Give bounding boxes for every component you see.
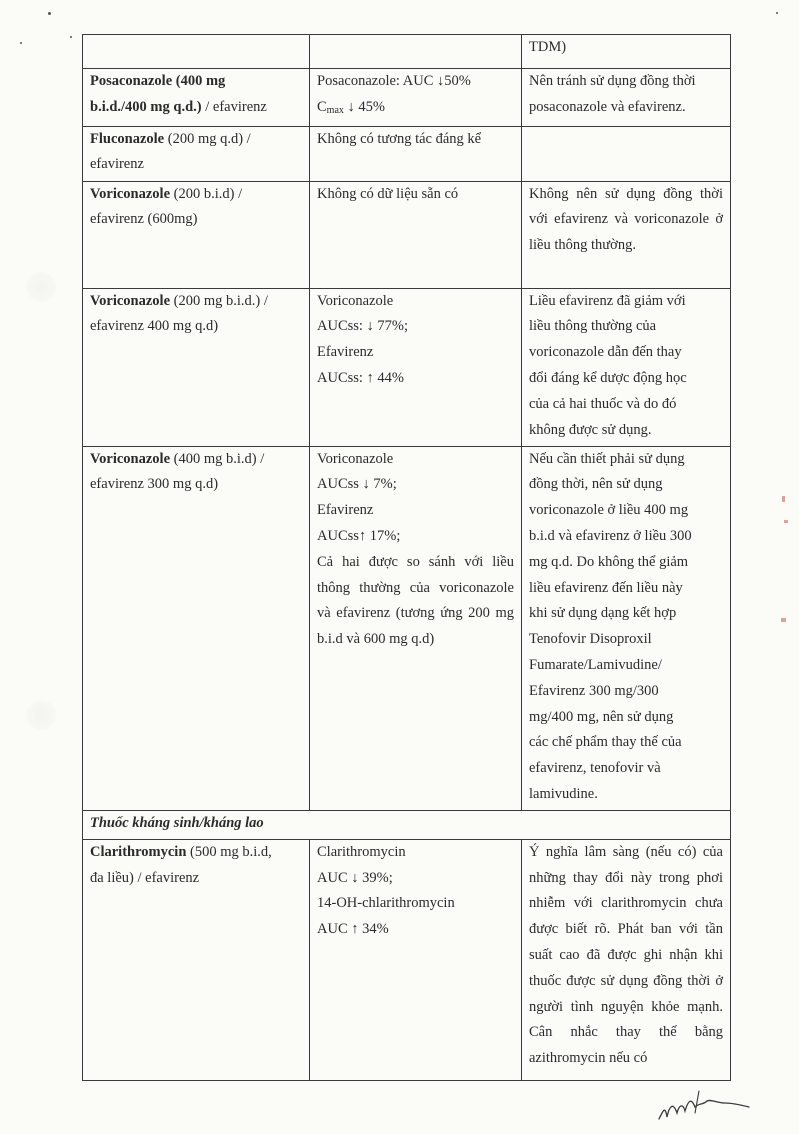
effect-cmax-label: C bbox=[317, 98, 327, 115]
effect-text: AUCss ↓ 7%; bbox=[317, 476, 397, 493]
recommendation-text: mg q.d. Do không thể giảm bbox=[529, 553, 689, 570]
effect-text: AUCss: ↑ 44% bbox=[317, 369, 405, 386]
effect-text: 14-OH-chlarithromycin bbox=[317, 895, 455, 912]
category-cell bbox=[83, 810, 731, 839]
category-heading: Thuốc kháng sinh/kháng lao bbox=[90, 814, 264, 831]
drug-interaction-table bbox=[82, 34, 731, 1081]
recommendation-text: efavirenz, tenofovir và bbox=[529, 760, 661, 777]
drug-name: Clarithromycin bbox=[90, 843, 187, 860]
drug-dose: (200 mg b.i.d.) / bbox=[170, 292, 268, 309]
recommendation-text: Nên tránh sử dụng đồng thời bbox=[529, 73, 696, 89]
drug-combination: efavirenz (600mg) bbox=[90, 211, 198, 228]
effect-text: AUC ↓ 39%; bbox=[317, 869, 393, 886]
punch-hole bbox=[26, 700, 56, 730]
table-row bbox=[83, 288, 731, 446]
cell-effect bbox=[310, 839, 522, 1080]
cell-drug bbox=[83, 69, 310, 127]
table-row bbox=[83, 69, 731, 127]
recommendation-text: voriconazole dẫn đến thay bbox=[529, 344, 682, 361]
recommendation-text: khi sử dụng dạng kết hợp bbox=[529, 605, 677, 622]
stamp-mark bbox=[781, 618, 786, 622]
recommendation-text: liều efavirenz đến liều này bbox=[529, 579, 683, 596]
drug-dose: b.i.d./400 mg q.d.) bbox=[90, 98, 202, 115]
cell-drug bbox=[83, 446, 310, 810]
effect-text: Efavirenz bbox=[317, 502, 374, 519]
recommendation-text: TDM) bbox=[529, 39, 567, 55]
table-row bbox=[83, 126, 731, 181]
stamp-mark bbox=[782, 496, 785, 502]
drug-name: Voriconazole bbox=[90, 450, 171, 467]
recommendation-text: voriconazole ở liều 400 mg bbox=[529, 502, 689, 519]
drug-combination: efavirenz 400 mg q.d) bbox=[90, 318, 219, 335]
drug-dose: (200 mg q.d) / bbox=[164, 130, 251, 147]
effect-note: Cả hai được so sánh với liều thông thường của voriconazole và efavirenz (tương ứng 200 mg b.i.d và 600 mg q.d) bbox=[317, 553, 514, 648]
recommendation-text: đổi đáng kể dược động học bbox=[529, 369, 687, 386]
table-row bbox=[83, 839, 731, 1080]
recommendation-text: b.i.d và efavirenz ở liều 300 bbox=[529, 527, 692, 544]
effect-text: Voriconazole bbox=[317, 292, 394, 309]
cell-recommendation bbox=[522, 126, 731, 181]
cell-recommendation bbox=[522, 35, 731, 69]
drug-combination: đa liều) / efavirenz bbox=[90, 869, 200, 886]
cell-recommendation bbox=[522, 69, 731, 127]
recommendation-text: liều thông thường của bbox=[529, 318, 657, 335]
table-row bbox=[83, 35, 731, 69]
recommendation-text: Liều efavirenz đã giảm với bbox=[529, 292, 686, 309]
recommendation-text: Efavirenz 300 mg/300 bbox=[529, 682, 659, 699]
effect-text: Clarithromycin bbox=[317, 843, 406, 860]
drug-dose: (400 mg b.i.d) / bbox=[170, 450, 265, 467]
effect-text: Không có tương tác đáng kể bbox=[317, 130, 482, 147]
cell-drug bbox=[83, 126, 310, 181]
cell-effect bbox=[310, 446, 522, 810]
drug-dose: (200 b.i.d) / bbox=[170, 185, 243, 202]
cell-recommendation bbox=[522, 839, 731, 1080]
effect-text: AUCss↑ 17%; bbox=[317, 527, 401, 544]
effect-text: Efavirenz bbox=[317, 344, 374, 361]
table-row bbox=[83, 181, 731, 288]
drug-name: Posaconazole (400 mg bbox=[90, 73, 226, 89]
effect-text: AUCss: ↓ 77%; bbox=[317, 318, 409, 335]
effect-cmax-sub: max bbox=[326, 104, 344, 116]
cell-effect bbox=[310, 35, 522, 69]
effect-cmax-value: ↓ 45% bbox=[343, 98, 385, 115]
scan-speck bbox=[48, 12, 51, 15]
drug-combination: / efavirenz bbox=[201, 98, 267, 115]
recommendation-text: lamivudine. bbox=[529, 785, 598, 802]
scan-speck bbox=[776, 12, 778, 14]
cell-effect bbox=[310, 181, 522, 288]
recommendation-text: Nếu cần thiết phải sử dụng bbox=[529, 450, 685, 467]
recommendation-text: Ý nghĩa lâm sàng (nếu có) của những thay đổi này trong phơi nhiễm với clarithromycin chưa được biết rõ. Phát ban với tần suất cao đã được ghi nhận khi thuốc được sử dụng đồng thời ở người tình nguyện khỏe mạnh. Cân nhắc thay thế bằng azithromycin nếu có bbox=[529, 843, 723, 1067]
table-row bbox=[83, 810, 731, 839]
effect-text: Không có dữ liệu sẵn có bbox=[317, 185, 459, 202]
recommendation-text: mg/400 mg, nên sử dụng bbox=[529, 708, 674, 725]
stamp-mark bbox=[784, 520, 788, 523]
recommendation-text: đồng thời, nên sử dụng bbox=[529, 476, 663, 493]
drug-dose: (500 mg b.i.d, bbox=[186, 843, 272, 860]
cell-drug bbox=[83, 288, 310, 446]
recommendation-text: Fumarate/Lamivudine/ bbox=[529, 656, 662, 673]
effect-text: Voriconazole bbox=[317, 450, 394, 467]
punch-hole bbox=[26, 272, 56, 302]
recommendation-text: không được sử dụng. bbox=[529, 421, 652, 438]
cell-effect bbox=[310, 288, 522, 446]
signature-mark bbox=[655, 1083, 755, 1127]
recommendation-text: posaconazole và efavirenz. bbox=[529, 98, 686, 115]
cell-drug bbox=[83, 181, 310, 288]
recommendation-text: các chế phẩm thay thế của bbox=[529, 734, 682, 751]
cell-recommendation bbox=[522, 288, 731, 446]
effect-text: Posaconazole: AUC ↓50% bbox=[317, 73, 471, 89]
effect-text: AUC ↑ 34% bbox=[317, 921, 389, 938]
cell-recommendation bbox=[522, 181, 731, 288]
drug-combination: efavirenz bbox=[90, 156, 144, 173]
scan-speck bbox=[70, 36, 72, 38]
recommendation-text: của cả hai thuốc và do đó bbox=[529, 395, 677, 412]
recommendation-text: Không nên sử dụng đồng thời với efavirenz và voriconazole ở liều thông thường. bbox=[529, 185, 723, 254]
drug-name: Voriconazole bbox=[90, 292, 171, 309]
drug-name: Fluconazole bbox=[90, 130, 165, 147]
cell-recommendation bbox=[522, 446, 731, 810]
scan-speck bbox=[20, 42, 22, 44]
cell-effect bbox=[310, 69, 522, 127]
cell-drug bbox=[83, 839, 310, 1080]
table-row bbox=[83, 446, 731, 810]
recommendation-text: Tenofovir Disoproxil bbox=[529, 631, 652, 648]
drug-combination: efavirenz 300 mg q.d) bbox=[90, 476, 219, 493]
drug-name: Voriconazole bbox=[90, 185, 171, 202]
cell-effect bbox=[310, 126, 522, 181]
cell-drug bbox=[83, 35, 310, 69]
